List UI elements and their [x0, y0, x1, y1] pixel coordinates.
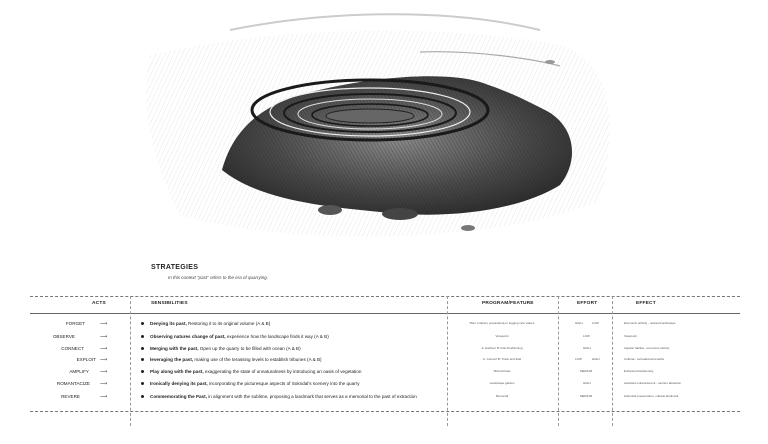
bullet-icon	[141, 370, 144, 373]
act-label: REVERE	[61, 394, 80, 399]
table-row	[0, 357, 768, 367]
act-label: OBSERVE	[52, 334, 75, 339]
bullet-icon	[141, 358, 144, 361]
header-effort: EFFORT	[577, 301, 598, 306]
table-bottom-rule	[30, 411, 740, 412]
effect-text: Aesthetic enhancement - tourism attraction	[624, 381, 682, 385]
program-feature: Landscape garden	[489, 381, 515, 385]
section-subtitle: In this context "past" refers to the era of quarrying.	[168, 275, 268, 280]
sensibility-text: Commemorating the Past, in alignment with the sublime, proposing a landmark that serves as a memorial to the past of extraction	[150, 394, 417, 399]
bullet-icon	[141, 382, 144, 385]
header-effect: EFFECT	[636, 301, 656, 306]
effect-text: Viewpoint	[624, 334, 637, 338]
header-program: PROGRAM/FEATURE	[482, 301, 534, 306]
bullet-icon	[141, 395, 144, 398]
table-row	[0, 334, 768, 344]
sensibility-text: Observing natures change of past, experience how the landscape finds it way (A & B)	[150, 334, 329, 339]
effect-text: Economic activity - restored landscape	[624, 321, 676, 325]
sensibility-text: Ironically denying its past, incorporating the picturesque aspects of Sokndal's scenery into the quarry	[150, 381, 360, 386]
effort-value: LOW	[592, 321, 599, 325]
sensibility-text: Merging with the past, Open up the quarry to be filled with ocean (A & B)	[150, 346, 301, 351]
header-sensibilities: SENSIBILITIES	[151, 301, 188, 306]
program-feature: A: Concert B: Track and field	[482, 357, 522, 361]
program-feature: Microclimate	[493, 369, 511, 373]
table-header-rule	[30, 313, 740, 314]
act-label: FORGET	[65, 321, 85, 326]
table-row	[0, 369, 768, 379]
sensibility-text: Play along with the past, exaggerating the state of unnaturalness by introducing an oasis of vegetation	[150, 369, 362, 374]
table-row	[0, 394, 768, 404]
act-label: ROMANTACIZE	[56, 381, 90, 386]
table-top-rule	[30, 296, 740, 297]
bullet-icon	[141, 335, 144, 338]
arrow-icon: ⟶	[100, 357, 108, 363]
arrow-icon: ⟶	[100, 394, 108, 400]
section-title: STRATEGIES	[151, 264, 199, 271]
effort-value: MEDIUM	[580, 394, 593, 398]
sensibility-text: leveraging the past, making use of the terassing levels to establish tribunes (A & B)	[150, 357, 322, 362]
effect-text: Aquatic habitat - economic activity	[624, 346, 670, 350]
arrow-icon: ⟶	[100, 381, 108, 387]
effect-text: Cultural - recreational benefits	[624, 357, 665, 361]
effort-value: HIGH	[583, 381, 591, 385]
effort-value: HIGH	[592, 357, 600, 361]
table-row	[0, 346, 768, 356]
bullet-icon	[141, 347, 144, 350]
header-acts: ACTS	[92, 301, 106, 306]
act-label: CONNECT	[61, 346, 84, 351]
sensibility-text: Denying its past, Restoring it to its original volume (A & B)	[150, 321, 271, 326]
arrow-icon: ⟶	[100, 346, 108, 352]
effect-text: Enhanced biodiversity	[624, 369, 654, 373]
effort-value: HIGH	[575, 321, 583, 325]
table-row	[0, 321, 768, 331]
effort-value: LOW	[583, 334, 590, 338]
effect-text: Historical preservation, cultural landmark	[624, 394, 679, 398]
program-feature: Viewpoint	[495, 334, 509, 338]
program-feature: Memorial	[495, 394, 509, 398]
effort-value: LOW	[575, 357, 582, 361]
effort-value: HIGH	[583, 346, 591, 350]
arrow-icon: ⟶	[100, 334, 108, 340]
program-feature: A: Harbour B: Fish-Pot/farming	[481, 346, 523, 350]
effort-value: MEDIUM	[580, 369, 593, 373]
program-feature: Plan: Industry (excavated) or logging new values	[469, 321, 535, 325]
act-label: EXPLOIT	[76, 357, 96, 362]
bullet-icon	[141, 322, 144, 325]
arrow-icon: ⟶	[100, 321, 108, 327]
arrow-icon: ⟶	[100, 369, 108, 375]
table-row	[0, 381, 768, 391]
act-label: AMPLIFY	[69, 369, 89, 374]
